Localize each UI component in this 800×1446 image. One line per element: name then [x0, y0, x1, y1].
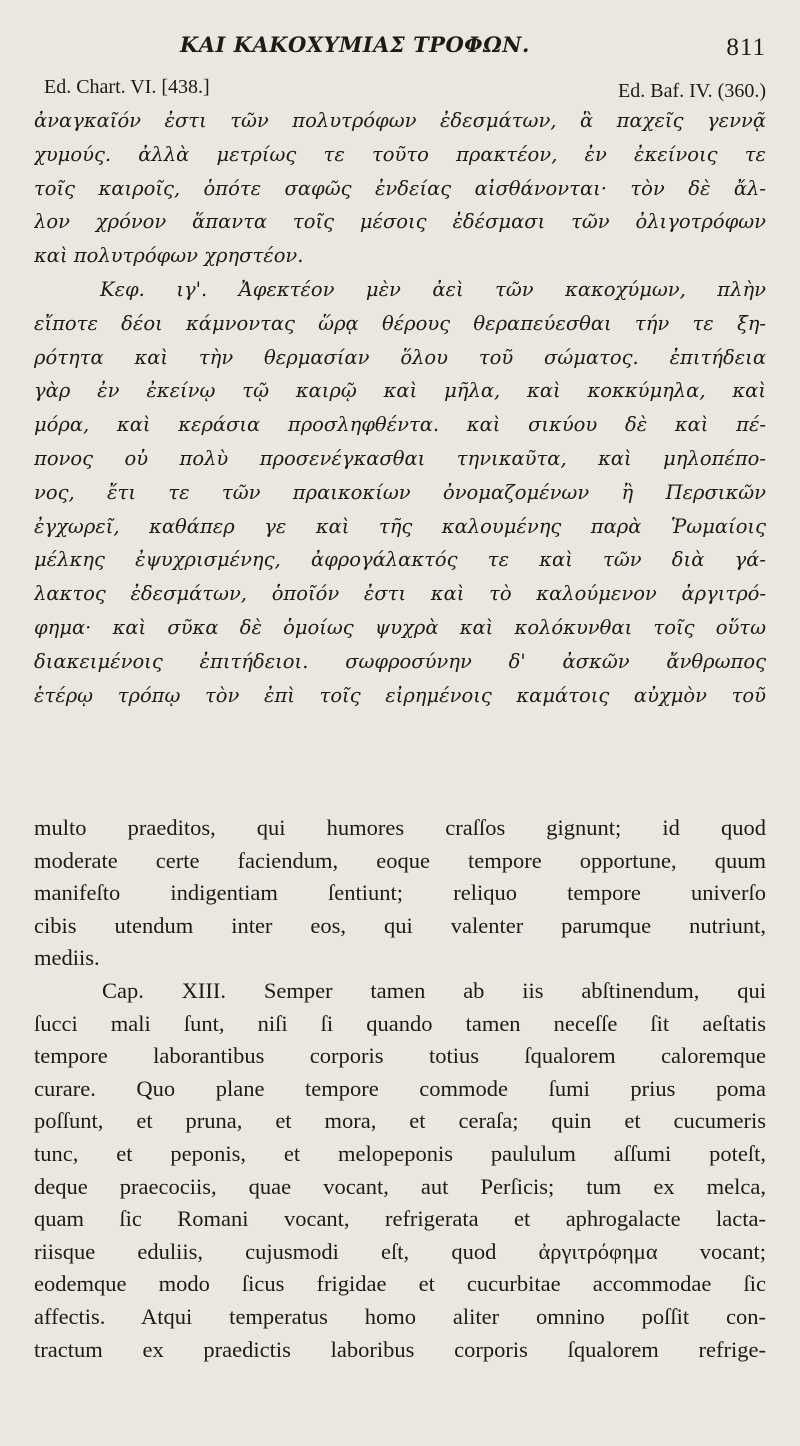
running-title: ΚΑΙ ΚΑΚΟΧΥΜΙΑΣ ΤΡΟΦΩΝ. — [180, 32, 530, 57]
greek-line-chapter-start: Κεφ. ιγ'. Ἀφεκτέον μὲν ἀεὶ τῶν κακοχύμων, πλὴν — [100, 277, 766, 301]
page-number: 811 — [726, 34, 766, 61]
latin-line: tunc, et peponis, et melopeponis paululum aſſumi poteſt, — [34, 1140, 766, 1166]
latin-line: ſucci mali ſunt, niſi ſi quando tamen neceſſe ſit aeſtatis — [34, 1010, 766, 1036]
greek-line: λακτος ἐδεσμάτων, ὁποῖόν ἐστι καὶ τὸ καλούμενον ἀργιτρό- — [34, 582, 766, 606]
latin-line: eodemque modo ſicus frigidae et cucurbitae accommodae ſic — [34, 1271, 766, 1297]
greek-line: φημα· καὶ σῦκα δὲ ὁμοίως ψυχρὰ καὶ κολόκυνθαι τοῖς οὕτω — [34, 615, 766, 639]
latin-line: quam ſic Romani vocant, refrigerata et aphrogalacte lacta- — [34, 1206, 766, 1232]
latin-line: mediis. — [34, 945, 100, 971]
greek-line: διακειμένοις ἐπιτήδειοι. σωφροσύνην δ' ἀσκῶν ἄνθρωπος — [34, 649, 766, 673]
greek-line: ρότητα καὶ τὴν θερμασίαν ὅλου τοῦ σώματος. ἐπιτήδεια — [34, 345, 766, 369]
greek-line: τοῖς καιροῖς, ὁπότε σαφῶς ἐνδείας αἰσθάνονται· τὸν δὲ ἄλ- — [34, 176, 766, 200]
greek-line: καὶ πολυτρόφων χρηστέον. — [34, 244, 304, 268]
latin-line: affectis. Atqui temperatus homo aliter omnino poſſit con- — [34, 1303, 766, 1329]
greek-line: μόρα, καὶ κεράσια προσληφθέντα. καὶ σικύου δὲ καὶ πέ- — [34, 413, 766, 437]
greek-line: ἑτέρῳ τρόπῳ τὸν ἐπὶ τοῖς εἰρημένοις καμάτοις αὐχμὸν τοῦ — [34, 683, 766, 707]
greek-line: πονος οὐ πολὺ προσενέγκασθαι τηνικαῦτα, καὶ μηλοπέπο- — [34, 446, 766, 470]
latin-line: curare. Quo plane tempore commode ſumi prius poma — [34, 1075, 766, 1101]
edition-basel: Ed. Baf. IV. (360.) — [618, 80, 766, 102]
greek-line: χυμούς. ἀλλὰ μετρίως τε τοῦτο πρακτέον, ἐν ἐκείνοις τε — [34, 142, 766, 166]
greek-line: μέλκης ἐψυχρισμένης, ἀφρογάλακτός τε καὶ τῶν διὰ γά- — [34, 548, 766, 572]
latin-line: manifeſto indigentiam ſentiunt; reliquo tempore univerſo — [34, 880, 766, 906]
greek-line: λον χρόνον ἅπαντα τοῖς μέσοις ἐδέσμασι τῶν ὀλιγοτρόφων — [34, 210, 766, 234]
edition-references — [0, 76, 800, 106]
column-gap — [0, 770, 800, 810]
greek-line: γὰρ ἐν ἐκείνῳ τῷ καιρῷ καὶ μῆλα, καὶ κοκκύμηλα, καὶ — [34, 379, 766, 403]
latin-line: riisque eduliis, cujusmodi eſt, quod ἀργιτρόφημα vocant; — [34, 1238, 766, 1264]
latin-line: deque praecociis, quae vocant, aut Perſicis; tum ex melca, — [34, 1173, 766, 1199]
greek-line: νος, ἔτι τε τῶν πραικοκίων ὀνομαζομένων ἢ Περσικῶν — [34, 480, 766, 504]
greek-line: εἴποτε δέοι κάμνοντας ὥρᾳ θέρους θεραπεύεσθαι τήν τε ξη- — [34, 311, 766, 335]
latin-line: multo praeditos, qui humores craſſos gignunt; id quod — [34, 815, 766, 840]
latin-line: moderate certe faciendum, eoque tempore opportune, quum — [34, 847, 766, 873]
greek-line: ἐγχωρεῖ, καθάπερ γε καὶ τῆς καλουμένης παρὰ Ῥωμαίοις — [34, 514, 766, 538]
latin-line-chapter-start: Cap. XIII. Semper tamen ab iis abſtinendum, qui — [102, 977, 766, 1003]
latin-text-block — [34, 812, 766, 1366]
latin-line: poſſunt, et pruna, et mora, et ceraſa; quin et cucumeris — [34, 1108, 766, 1134]
greek-line: ἀναγκαῖόν ἐστι τῶν πολυτρόφων ἐδεσμάτων, ἃ παχεῖς γεννᾷ — [34, 109, 766, 132]
latin-line: tempore laborantibus corporis totius ſqualorem caloremque — [34, 1043, 766, 1069]
latin-line: tractum ex praedictis laboribus corporis ſqualorem refrige- — [34, 1336, 766, 1362]
latin-line: cibis utendum inter eos, qui valenter parumque nutriunt, — [34, 912, 766, 938]
page-header — [0, 30, 800, 70]
greek-text-block — [34, 104, 766, 712]
edition-chartier: Ed. Chart. VI. [438.] — [44, 76, 210, 98]
